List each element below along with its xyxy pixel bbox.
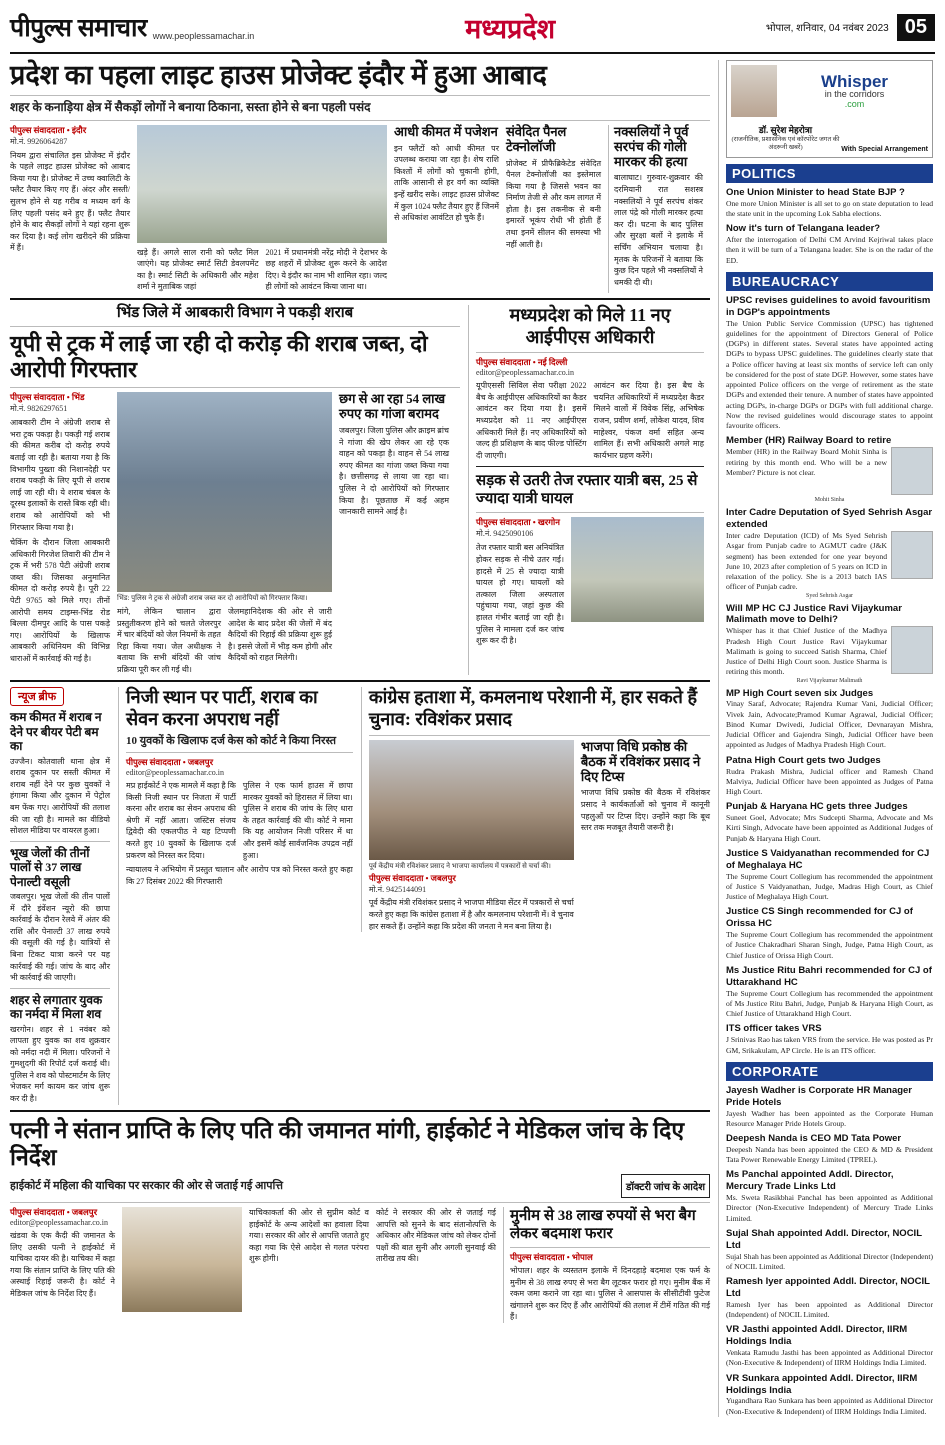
item-head: Justice S Vaidyanathan recommended for CJ of Meghalaya HC [726,847,930,871]
section-politics: POLITICS [726,164,933,183]
bus-caption [571,622,704,624]
item-body: The Supreme Court Collegium has recommended the appointment of Justice S Vaidyanathan, Judge, Madras High Court, as Chief Justice of Meghalaya High Court. [726,871,933,902]
lead-col-3 [394,125,499,293]
whispers-rail [718,60,933,1417]
party-body-1: मप्र हाईकोर्ट ने एक मामले में कहा है कि किसी निजी स्थान पर निजता में पार्टी करना और शराब का सेवन अपराध की श्रेणी में नहीं आता। जस्टिस संजय द्विवेदी की एकलपीठ ने यह टिप्पणी करते हुए 10 युवकों के खिलाफ दर्ज प्रकरण को निरस्त कर दिया। [126,780,236,860]
congress-photo-col [369,740,574,933]
bail-email: editor@peoplessamachar.co.in [10,1217,108,1227]
congress-byline: पीपुल्स संवाददाता • जबलपुर [368,873,456,884]
bail-subhead: हाईकोर्ट में महिला की याचिका पर सरकार की ओर से जताई गई आपत्ति [10,1179,283,1192]
publication-logo [10,10,147,44]
party-headline: निजी स्थान पर पार्टी, शराब का सेवन करना अपराध नहीं [126,687,318,730]
item-body: The Supreme Court Collegium has recommended the appointment of Ms Justice Ritu Bahri, Judge, Punjab & Haryana High Court, as Chief Justice of Uttarakhand High Court. [726,988,933,1019]
edition-title-text: मध्यप्रदेश [465,13,556,44]
whispers-ad[interactable] [726,60,933,158]
liquor-body-2: चेकिंग के दौरान जिला आबकारी अधिकारी गिरजेश तिवारी की टीम ने ट्रक में भरी 578 पेटी अंग्रेजी शराब जब्त की। जिसका अनुमानित कीमत दो करोड़ रुपये है। पूरी 22 पेटी 9765 को मिले गए। तीनों आरोपी समय टाइम्स-भिंड रोड बिल्ला दीमपुर आदि के पास पकड़े गए। आरोपियों के खिलाफ आबकारी अधिनियम की विभिन्न धाराओं में कार्रवाई की गई है। [10,538,110,664]
liquor-kicker: भिंड जिले में आबकारी विभाग ने पकड़ी शराब [116,305,354,322]
bureaucracy-item-2 [726,507,933,598]
bureaucracy-item-4 [726,688,933,751]
lead-sub-body-2: प्रोजेक्ट में प्रीफैब्रिकेटेड संवेदित पैनल टेक्नोलॉजी का इस्तेमाल किया गया है जिससे भवन का निर्माण तेजी से और कम लागत में होता है। इस तकनीक से बनी इमारतें भूकंप रोधी भी होती हैं तथा इनमें सीलन की समस्या भी नहीं आती है। [506,158,601,249]
item-body: Venkata Ramudu Jasthi has been appointed as Additional Director (Non-Executive & Independent) of IIRM Holdings India Limited. [726,1348,933,1368]
liquor-byline: पीपुल्स संवाददाता • भिंड [10,392,85,403]
bail-byline: पीपुल्स संवाददाता • जबलपुर [10,1206,98,1217]
story-hc-bail [10,1117,710,1323]
party-subhead: 10 युवकों के खिलाफ दर्ज केस को कोर्ट ने किया निरस्त [126,734,337,747]
brief-body-1: जबलपुर। भूख जेलों की तीन पालों में दौरे इंवेंशन न्यूरो की छापा कार्रवाई के दौरान रेलवे में अंतर की राशि और पेनाल्टी 37 लाख रुपये की वसूली की गई है। यात्रियों से बिना टिकट यात्रा करने पर यह कार्रवाई की गई। जांच के बाद और भी कार्रवाई की जाएगी। [10,891,110,983]
bureaucracy-item-9 [726,965,933,1020]
lead-body-2: खड़े हैं। अगले साल रानी को फ्लैट मिल जाएंगे। यह प्रोजेक्ट स्मार्ट सिटी डेवलपमेंट का है। स्मार्ट सिटी के अधिकारी और महेश शर्मा ने मुताबिक जहां [137,247,259,292]
ips-bus-column [468,305,704,675]
item-body: The Supreme Court Collegium has recommended the appointment of Justice Chakradhari Sharan Singh, Judge, Patna High Court, as Chief Justice of Orissa High Court. [726,930,933,960]
bureaucracy-item-10 [726,1023,933,1055]
bail-body-3: कोर्ट ने सरकार की ओर से जताई गई आपत्ति को सुनने के बाद संतानोत्पत्ति के अधिकार और मेडिकल जांच को लेकर दोनों पक्षों की बात सुनी और अगली सुनवाई की तारीख तय की। [376,1207,496,1264]
masthead [10,6,935,54]
bail-tag: डॉक्टरी जांच के आदेश [621,1174,710,1198]
liquor-headline: यूपी से ट्रक में लाई जा रही दो करोड़ की शराब जब्त, दो आरोपी गिरफ्तार [10,331,428,383]
story-congress [361,687,710,932]
portrait-caption: Mohit Sinha [814,497,845,504]
bail-body-2: याचिकाकर्ता की ओर से सुप्रीम कोर्ट व हाईकोर्ट के अन्य आदेशों का हवाला दिया गया। सरकार की ओर से आपत्ति जताते हुए कहा गया कि ऐसे आदेश से गलत परंपरा शुरू होगी। [249,1207,369,1264]
item-body: The Union Public Service Commission (UPSC) has tightened guidelines for the appointment of Directors General of Police (DGPs) in different states. Several states have appointed acting DGPs to bypass UPSC guidelines. The guidelines clearly state that a Police officer having at least six months of service left can only be considered for the post of state DGP. However, some states have appointed Police officers on the verge of retirement as the state DGPs and extended their tenure. A number of states have appointed acting DGPs, in-charge DGPs or DGPs with full additional charge. Now the revised guidelines would discourage states to appoint favourite officers. [726,318,933,431]
liquor-photo [117,392,332,592]
item-body: One more Union Minister is all set to go on state deputation to lead the state unit in the upcoming Lok Sabha elections. [726,198,933,218]
lead-photo [137,125,387,243]
adviser-photo [731,65,777,117]
adviser-subtitle: (राजनीतिक, प्रशासनिक एवं कॉरपोरेट जगत की अंदरूनी खबरें) [731,136,840,152]
bureaucracy-item-8 [726,906,933,961]
liquor-body-4: जेलमहानिदेशक की ओर से जारी आदेश के बाद प्रदेश की जेलों में बंद कैदियों की रिहाई की प्रक्रिया शुरू हुई है। इससे जेलों में भीड़ कम होगी और कैदियों को राहत मिलेगी। [228,606,332,663]
portrait-caption: Ravi Vijaykumar Malimath [796,677,863,684]
ganja-story [339,392,449,675]
mid-block [10,305,710,675]
item-head: Justice CS Singh recommended for CJ of Orissa HC [726,906,913,930]
news-brief-tag: न्यूज ब्रीफ [10,687,64,706]
brief-head-2: शहर से लगातार युवक का नर्मदा में मिला शव [10,992,103,1022]
portrait-photo [891,447,933,495]
item-head: MP High Court seven six Judges [726,687,874,699]
story-private-party [126,687,353,932]
item-body: Suneet Goel, Advocate; Mrs Sudcepti Sharma, Advocate and Ms Kirti Singh, Advocate have been appointed as Additional Judges of Punjab & Haryana High Court. [726,813,933,843]
item-body: J Srinivas Rao has taken VRS from the service. He was posted as Pr GM, Srikakulam, AP Circle. He is an ITS officer. [726,1035,933,1055]
adviser-name: डॉ. सुरेश मेहरोत्रा [758,125,813,135]
item-body: Deepesh Nanda has been appointed the CEO & MD & President Tata Power Renewable Energy Limited (TPREL). [726,1144,933,1165]
liquor-col-1 [10,392,110,675]
naxal-head: नक्सलियों ने पूर्व सरपंच की गोली मारकर की हत्या [614,123,689,169]
ips-body-2: आवंटन कर दिया है। इस बैच के चयनित अधिकारियों में मध्यप्रदेश कैडर मिलने वालों में विवेक सिंह, अभिषेक राजन, प्रवीण शर्मा, लोकेश यादव, शिव माहेश्वर, पंकज वर्मा सहित अन्य शामिल हैं। सभी अधिकारी अगले माह कार्यभार ग्रहण करेंगे। [593,381,704,460]
portrait-photo [891,626,933,674]
item-body: Rudra Prakash Mishra, Judicial officer and Ramesh Chand Malviya, Judicial Officer have been appointed as Judges of Patna High Court. [726,766,933,796]
bus-byline: पीपुल्स संवाददाता • खरगोन [476,517,560,528]
item-head: Ms Justice Ritu Bahri recommended for CJ of Uttarakhand HC [726,964,932,988]
politics-item-1 [726,223,933,266]
corporate-item-1 [726,1133,933,1165]
item-body: Ramesh Iyer has been appointed as Additional Director (Independent) of NOCIL Limited. [726,1299,933,1320]
brief-body-2: खरगोन। शहर से 1 नवंबर को लापता हुए युवक का शव शुक्रवार को नर्मदा नदी में मिला। परिजनों ने गुमशुदगी की रिपोर्ट दर्ज कराई थी। पुलिस ने शव को पोस्टमार्टम के लिए भेजकर मर्ग कायम कर जांच शुरू कर दी है। [10,1024,110,1104]
whispers-brand-line1: Whisper [820,71,889,91]
politics-item-0 [726,187,933,219]
party-body-3: पुलिस ने एक फार्म हाउस में छापा मारकर युवकों को हिरासत में लिया था। पुलिस ने शराब की जांच के लिए धारा के तहत कार्रवाई की थी। कोर्ट ने माना कि यह आयोजन निजी परिसर में था और इसमें कोई सार्वजनिक उपद्रव नहीं हुआ। [242,780,353,860]
bureaucracy-item-1 [726,435,933,503]
lead-col-4 [506,125,601,293]
page-body [10,60,935,1417]
bus-headline: सड़क से उतरी तेज रफ्तार यात्री बस, 25 से ज्यादा यात्री घायल [476,473,698,508]
lead-sub-head-1: आधी कीमत में पजेशन [394,123,498,139]
ips-email: editor@peoplessamachar.co.in [476,368,574,378]
item-body: Inter cadre Deputation (ICD) of Ms Syed Sehrish Asgar from Punjab cadre to AGMUT cadre (J&K segment) has been extended for one year beyond June 10, 2023 after completion of 5 years on ICD in relaxation of the policy. She is a 2013 batch IAS officer of Punjab cadre. [726,531,887,592]
bureaucracy-item-6 [726,801,933,844]
congress-caption: पूर्व केंद्रीय मंत्री रविशंकर प्रसाद ने भाजपा कार्यालय में पत्रकारों से चर्चा की। [368,861,551,870]
ips-body-1: यूपीएससी सिविल सेवा परीक्षा 2022 बैच के आईपीएस अधिकारियों का कैडर आवंटन कर दिया गया है। इसमें मध्यप्रदेश को 11 नए आईपीएस अधिकारी मिले हैं। नए अधिकारियों को जल्द ही प्रशिक्षण के बाद फील्ड पोस्टिंग दी जाएगी। [476,381,587,460]
bureaucracy-item-0 [726,295,933,432]
bus-body: तेज रफ्तार यात्री बस अनियंत्रित होकर सड़क से नीचे उतर गई। हादसे में 25 से ज्यादा यात्री घायल हो गए। घायलों को तत्काल जिला अस्पताल पहुंचाया गया, जहां कुछ की हालत गंभीर बताई जा रही है। पुलिस ने मामला दर्ज कर जांच शुरू कर दी है। [476,543,564,646]
ganja-body: जबलपुर। जिला पुलिस और क्राइम ब्रांच ने गांजा की खेप लेकर आ रहे एक वाहन को पकड़ा है। वाहन से 54 लाख रुपए कीमत का गांजा जब्त किया गया है। छत्तीसगढ़ से लाया जा रहा था। पुलिस ने दो आरोपियों को गिरफ्तार किया है। पूछताछ में कई अहम जानकारी सामने आई है। [339,426,449,517]
congress-headline: कांग्रेस हताशा में, कमलनाथ परेशानी में, हार सकते हैं चुनाव: रविशंकर प्रसाद [368,687,698,730]
portrait-caption: Syed Sehrish Asgar [806,592,853,599]
bail-col-1 [10,1207,115,1323]
corporate-item-5 [726,1324,933,1368]
bail-body-1: खंडवा के एक कैदी की जमानत के लिए उसकी पत्नी ने हाईकोर्ट में याचिका दायर की है। याचिका में कहा गया कि संतान प्राप्ति के लिए पति की अस्थाई रिहाई जरूरी है। कोर्ट ने मेडिकल जांच के निर्देश दिए हैं। [10,1230,115,1298]
story-liquor [10,305,460,675]
corporate-item-3 [726,1228,933,1272]
lead-col-5 [608,125,703,293]
gavel-photo [122,1207,242,1312]
story-robbery [503,1207,710,1323]
liquor-body-3: मांगे, लेकिन चालान द्वारा प्रस्तुतीकरण होने को चलते जेलरपुर में चार बंदियों को जेल नियमों के तहत रिहा किया गया। जेल अधीक्षक ने बताया कि सभी बंदियों की जांच प्रक्रिया पूरी कर ली गई थी। [117,606,221,674]
liquor-body-1: आबकारी टीम ने अंग्रेजी शराब से भरा ट्रक पकड़ा है। पकड़ी गई शराब की कीमत करीब दो करोड़ रुपये बताई जा रही है। बताया गया है कि विभागीय पुख्ता की निशानदेही पर शराब पकड़ी के लिए यूपी से शराब लाई जा रही थी। ये शराब चंबल के दूरस्थ इलाकों के रास्ते बिक रही थी। शराब को आरोपियों को भी गिरफ्तार किया गया है। [10,418,110,532]
corporate-item-4 [726,1276,933,1320]
brief-head-1: भूख जेलों की तीनों पालों से 37 लाख पेनाल्टी वसूली [10,845,90,889]
robbery-byline: पीपुल्स संवाददाता • भोपाल [510,1251,593,1262]
brief-head-0: कम कीमत में शराब न देने पर बीयर पेटी बम का [10,710,102,754]
item-head: ITS officer takes VRS [726,1023,822,1035]
item-head: Deepesh Nanda is CEO MD Tata Power [726,1133,902,1144]
bus-contact: मो.नं. 9425090106 [476,529,534,539]
news-brief [10,687,110,1104]
whispers-brand-line3: .com [844,98,865,109]
congress-contact: मो.नं. 9425144091 [368,885,427,895]
item-head: VR Jasthi appointed Addl. Director, IIRM Holdings India [726,1324,908,1348]
bureaucracy-item-3 [726,603,933,684]
special-arrangement: With Special Arrangement [841,145,928,153]
ganja-head: छग से आ रहा 54 लाख रुपए का गांजा बरामद [339,391,446,422]
lower-right-block [118,687,710,1104]
item-head: Ms Panchal appointed Addl. Director, Mercury Trade Links Ltd [726,1169,894,1193]
lead-sub-head-2: संवेदित पैनल टेक्नोलॉजी [506,123,567,154]
bjp-legal-body: भाजपा विधि प्रकोष्ठ की बैठक में रविशंकर प्रसाद ने कार्यकर्ताओं को चुनाव में कानूनी पहलुओं पर टिप्स दिए। उन्होंने कहा कि बूथ स्तर तक मजबूत तैयारी जरूरी है। [580,788,710,833]
brief-body-0: उज्जैन। कोतवाली थाना क्षेत्र में शराब दुकान पर सस्ती कीमत में शराब नहीं देने पर कुछ युवकों ने हंगामा किया और दुकान में पेट्रोल बम फेंक गए। आरोपियों की तलाश की जा रही है। मामले का वीडियो सोशल मीडिया पर वायरल हुआ। [10,756,110,836]
bjp-legal-head: भाजपा विधि प्रकोष्ठ की बैठक में रविशंकर प्रसाद ने दिए टिप्स [580,738,701,784]
party-byline: पीपुल्स संवाददाता • जबलपुर [126,756,214,767]
bureaucracy-item-5 [726,755,933,798]
item-body: Member (HR) in the Railway Board Mohit Sinha is retiring by this month end. Who will be a new Member? Picture is not clear. [726,447,887,477]
item-head: One Union Minister to head State BJP ? [726,186,905,198]
item-body: Whisper has it that Chief Justice of the Madhya Pradesh High Court Justice Ravi Vijaykumar Malimath is going to succeed Satish Sharma, Chief Justice of Delhi High Court soon. Justice Sharma is retiring this month. [726,626,887,677]
publication-name: पीपुल्स समाचार [10,14,147,42]
page-number: 05 [897,14,935,41]
bus-photo-col [571,517,704,646]
whispers-brand [781,73,928,110]
item-head: Punjab & Haryana HC gets three Judges [726,801,908,813]
item-head: Will MP HC CJ Justice Ravi Vijaykumar Malimath move to Delhi? [726,602,902,626]
lead-body-3: 2021 में प्रधानमंत्री नरेंद्र मोदी ने देशभर के छह शहरों में प्रोजेक्ट शुरू करने के आदेश दिए। ये इंदौर का नाम भी शामिल रहा। जल्द ही लोगों को आवंटन किया जाना था। [265,247,387,292]
section-bureaucracy: BUREAUCRACY [726,272,933,291]
item-head: VR Sunkara appointed Addl. Director, IIRM Holdings India [726,1372,918,1396]
bus-photo [571,517,704,622]
lead-headline: प्रदेश का पहला लाइट हाउस प्रोजेक्ट इंदौर में हुआ आबाद [10,60,547,90]
ips-byline: पीपुल्स संवाददाता • नई दिल्ली [476,357,568,368]
lead-byline: पीपुल्स संवाददाता • इंदौर [10,124,87,135]
whispers-brand-line2: in the corridors [824,89,885,100]
lead-story [10,60,710,293]
publication-url[interactable]: www.peoplessamachar.in [152,31,255,41]
bjp-legal-cell [581,740,710,933]
liquor-caption: भिंड: पुलिस ने ट्रक से अंग्रेजी शराब जब्त कर दो आरोपियों को गिरफ्तार किया। [117,594,308,603]
corporate-item-2 [726,1169,933,1224]
robbery-body: भोपाल। शहर के व्यस्ततम इलाके में दिनदहाड़े बदमाश एक फर्म के मुनीम से 38 लाख रुपए से भरा बैग लूटकर फरार हो गए। मुनीम बैंक में रकम जमा कराने जा रहा था। पुलिस ने आसपास के सीसीटीवी फुटेज खंगालने शुरू कर दिए हैं और आरोपियों की तलाश में टीमें गठित की गई हैं। [510,1265,710,1322]
ips-headline: मध्यप्रदेश को मिले 11 नए आईपीएस अधिकारी [509,305,671,347]
lead-body-1: नियम द्वारा संचालित इस प्रोजेक्ट में इंदौर के पहले लाइट हाउस प्रोजेक्ट को आबाद किया गया है। प्रोजेक्ट में उच्च क्वालिटी के फ्लैट तैयार किए गए हैं। अंदर और सस्ती/सुलभ होने से यह गरीब व मध्यम वर्ग के लिए पहली पसंद बने हुए हैं। फ्लैट तैयार होने के बाद सैकड़ों लोगों ने यहां रहना शुरू कर दिया है। कई लोग खरीदने की प्रक्रिया में हैं। [10,150,130,253]
item-body: Yugandhara Rao Sunkara has been appointed as Additional Director (Non-Executive & Independent) of IIRM Holdings India Limited. [726,1396,933,1416]
item-head: Member (HR) Railway Board to retire [726,435,892,447]
corporate-item-6 [726,1373,933,1417]
congress-photo [369,740,574,860]
lower-block [10,687,710,1104]
item-head: UPSC revises guidelines to avoid favouritism in DGP's appointments [726,294,931,318]
item-head: Ramesh Iyer appointed Addl. Director, NOCIL Ltd [726,1276,930,1299]
naxal-body: बालाघाट। गुरुवार-शुक्रवार की दरमियानी रात सशस्त्र नक्सलियों ने पूर्व सरपंच शंकर लाल पंद्रे को गोली मारकर हत्या कर दी। घटना के बाद पुलिस और सुरक्षा बलों ने इलाके में सर्चिंग अभियान चलाया है। मृतक के परिजनों ने बताया कि कुछ दिन पहले भी नक्सलियों ने धमकी दी थी। [614,173,703,287]
corporate-item-0 [726,1085,933,1129]
party-email: editor@peoplessamachar.co.in [126,767,224,777]
item-head: Patna High Court gets two Judges [726,754,881,766]
bail-photo-col [122,1207,242,1323]
party-body-2: न्यायालय ने अभियोग में प्रस्तुत चालान और आरोप पत्र को निरस्त करते हुए कहा कि 27 दिसंबर 2022 की गिरफ्तारी [126,865,353,886]
section-corporate: CORPORATE [726,1062,933,1081]
robbery-headline: मुनीम से 38 लाख रुपयों से भरा बैग लेकर बदमाश फरार [510,1207,696,1242]
place-date: भोपाल, शनिवार, 04 नवंबर 2023 [765,23,889,34]
liquor-photo-col [117,392,332,675]
bus-text-col [476,517,564,646]
masthead-right [766,14,935,41]
item-body: Jayesh Wadher has been appointed as the Corporate Human Resource Manager Pride Hotels Group. [726,1108,933,1128]
lead-photo-col [137,125,387,293]
congress-body: पूर्व केंद्रीय मंत्री रविशंकर प्रसाद ने भाजपा मीडिया सेंटर में पत्रकारों से चर्चा करते हुए कहा कि कांग्रेस हताशा में है और कमलनाथ परेशानी में। वे चुनाव हार सकते हैं। उन्होंने कहा कि प्रदेश की जनता ने मन बना लिया है। [368,898,574,931]
item-body: Sujal Shah has been appointed as Additional Director (Independent) of NOCIL Limited. [726,1251,933,1271]
editorial-zone [10,60,710,1417]
masthead-left [10,10,254,44]
lead-col-1 [10,125,130,293]
edition-title [465,9,555,46]
item-body: Ms. Sweta Rasikbhai Panchal has been appointed as Additional Director (Non-Executive Independent) of Mercury Trade Links Limited. [726,1193,933,1223]
lead-contact: मो.नं. 9926064287 [10,136,68,146]
portrait-photo [891,531,933,579]
item-body: Vinay Saraf, Advocate; Rajendra Kumar Vani, Judicial Officer; Vivek Jain, Advocate;Pramod Kumar Agrawal, Judicial Officer; Binod Kumar Dwivedi, Judicial Officer, Devnarayan Mishra, Judicial Officer and Gajendra Singh, Judicial Officer have been appointed as Judges of Madhya Pradesh High Court. [726,699,933,750]
liquor-contact: मो.नं. 9826297651 [10,404,68,414]
item-body: After the interrogation of Delhi CM Arvind Kejriwal takes place then it will be turn of a Telangana leader. She is on the radar of the ED. [726,235,933,265]
lead-subhead: शहर के कनाड़िया क्षेत्र में सैकड़ों लोगों ने बनाया ठिकाना, सस्ता होने से बना पहली पसंद [10,100,371,115]
bail-headline: पत्नी ने संतान प्राप्ति के लिए पति की जमानत मांगी, हाईकोर्ट ने मेडिकल जांच के दिए निर्देश [10,1117,685,1170]
lead-sub-body-1: इन फ्लैटों को आधी कीमत पर उपलब्ध कराया जा रहा है। शेष राशि किश्तों में लोगों को चुकानी होगी, ताकि आसानी से हर वर्ग का व्यक्ति इन्हें खरीद सके। लाइट हाउस प्रोजेक्ट में कुल 1024 फ्लैट तैयार हुए हैं जिनमें से अधिकांश आवंटित हो चुके हैं। [394,143,499,223]
item-head: Sujal Shah appointed Addl. Director, NOCIL Ltd [726,1227,922,1251]
item-head: Inter Cadre Deputation of Syed Sehrish Asgar extended [726,507,933,531]
item-head: Jayesh Wadher is Corporate HR Manager Pride Hotels [726,1084,913,1108]
item-head: Now it's turn of Telangana leader? [726,223,881,235]
bureaucracy-item-7 [726,848,933,903]
